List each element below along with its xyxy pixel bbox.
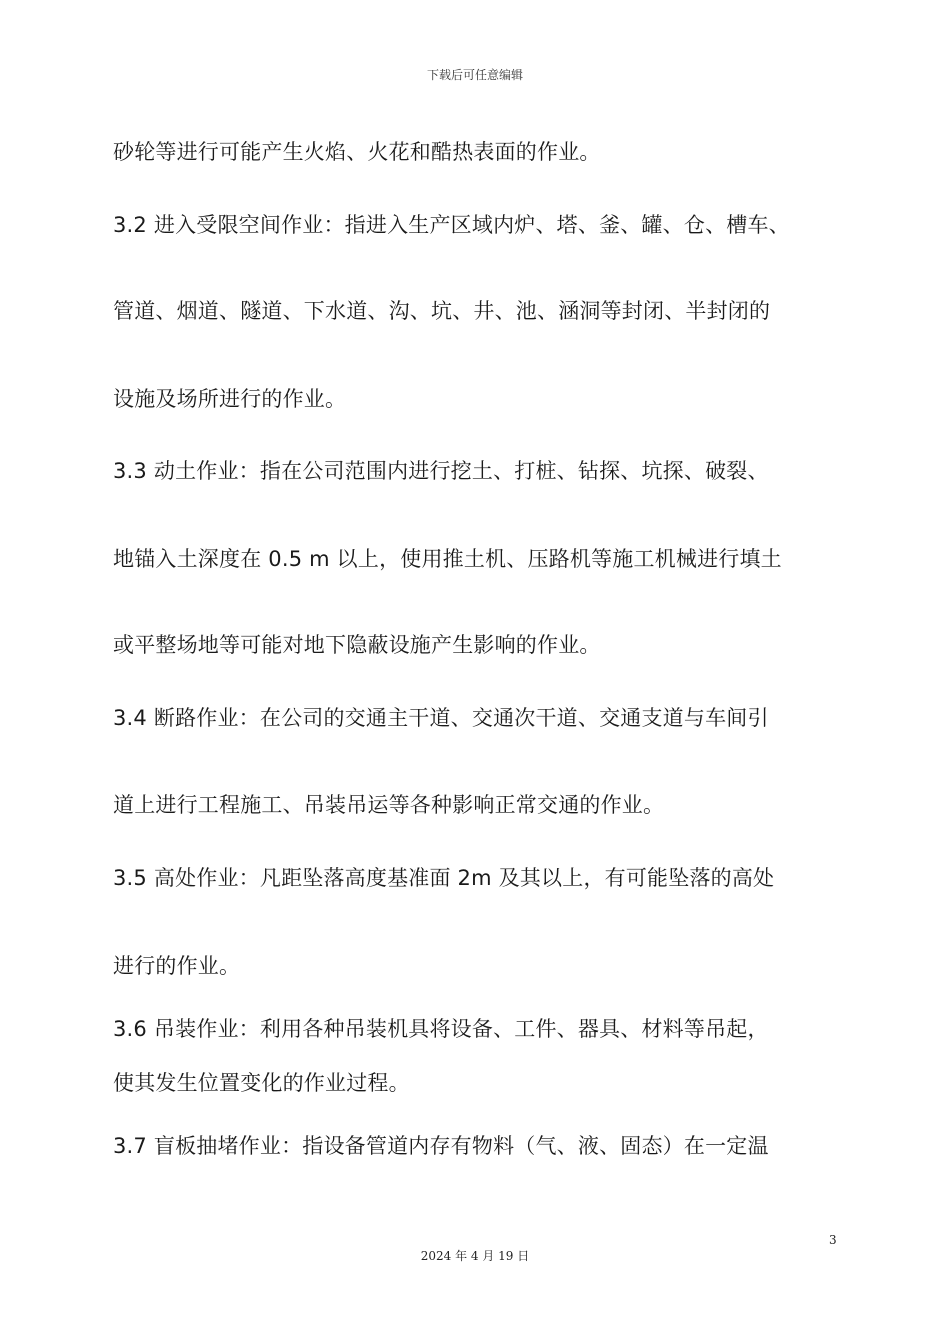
- footer-date: 2024 年 4 月 19 日: [420, 1249, 530, 1263]
- body-line-11: 进行的作业。: [113, 954, 241, 978]
- body-line-1: 砂轮等进行可能产生火焰、火花和酷热表面的作业。: [113, 140, 601, 164]
- body-line-5: 3.3 动土作业：指在公司范围内进行挖土、打桩、钻探、坑探、破裂、: [113, 459, 769, 483]
- body-line-8: 3.4 断路作业：在公司的交通主干道、交通次干道、交通支道与车间引: [113, 706, 769, 730]
- body-line-14: 3.7 盲板抽堵作业：指设备管道内存有物料（气、液、固态）在一定温: [113, 1134, 769, 1158]
- page-number: 3: [829, 1233, 837, 1247]
- body-line-6: 地锚入土深度在 0.5 m 以上，使用推土机、压路机等施工机械进行填土: [113, 547, 782, 571]
- body-line-7: 或平整场地等可能对地下隐蔽设施产生影响的作业。: [113, 633, 601, 657]
- body-line-2: 3.2 进入受限空间作业：指进入生产区域内炉、塔、釜、罐、仓、槽车、: [113, 213, 790, 237]
- body-line-4: 设施及场所进行的作业。: [113, 387, 347, 411]
- body-line-12: 3.6 吊装作业：利用各种吊装机具将设备、工件、器具、材料等吊起，: [113, 1017, 769, 1041]
- body-line-3: 管道、烟道、隧道、下水道、沟、坑、井、池、涵洞等封闭、半封闭的: [113, 299, 771, 323]
- body-line-13: 使其发生位置变化的作业过程。: [113, 1071, 410, 1095]
- page-header-note: 下载后可任意编辑: [426, 68, 523, 82]
- body-line-10: 3.5 高处作业：凡距坠落高度基准面 2m 及其以上，有可能坠落的高处: [113, 866, 775, 890]
- body-line-9: 道上进行工程施工、吊装吊运等各种影响正常交通的作业。: [113, 793, 665, 817]
